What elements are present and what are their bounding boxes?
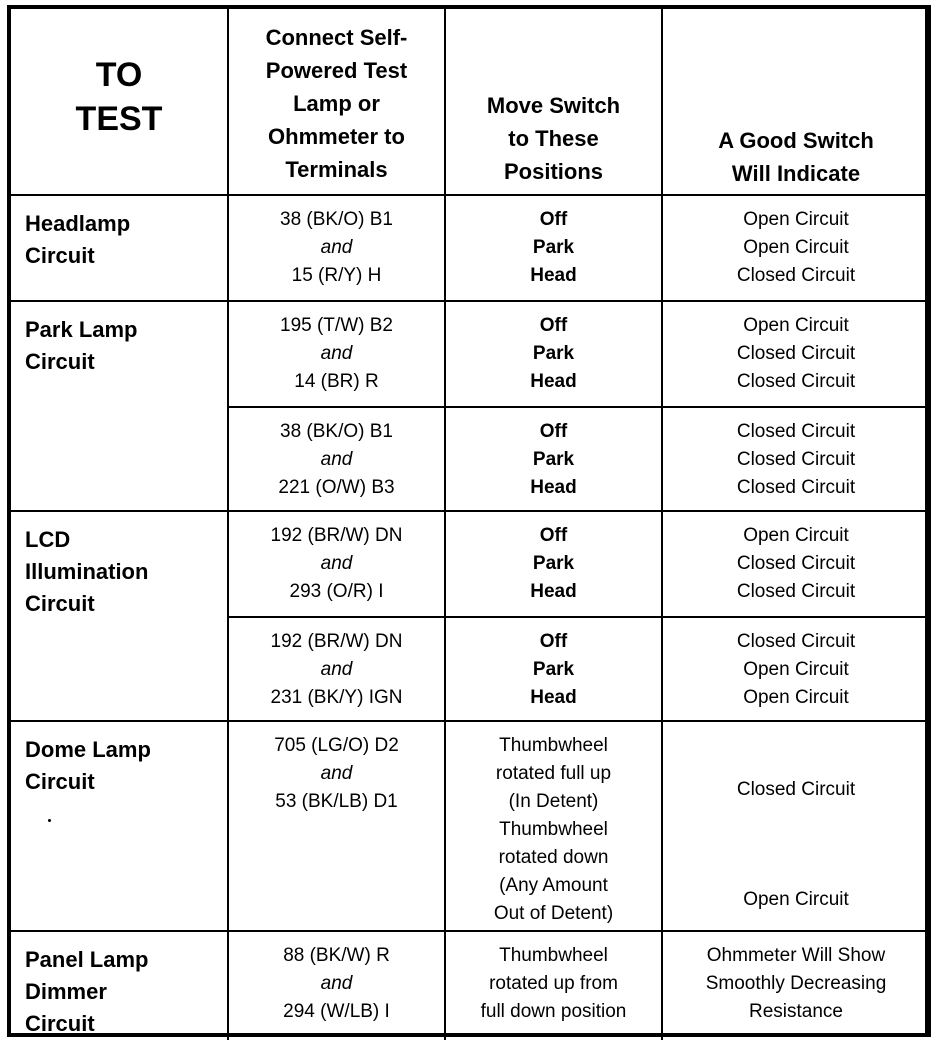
- and-text: and: [320, 973, 353, 994]
- terminal-text: 705 (LG/O) D2: [274, 735, 399, 756]
- results-cell: [662, 301, 929, 407]
- position-text: Off: [539, 525, 568, 546]
- and-text: and: [320, 553, 353, 574]
- terminals-cell: [228, 511, 445, 617]
- position-text: Thumbwheel: [499, 735, 608, 756]
- label-text: Circuit: [25, 769, 95, 794]
- position-text: Off: [539, 631, 568, 652]
- and-text: and: [320, 659, 353, 680]
- position-text: rotated full up: [495, 763, 612, 784]
- result-text: Open Circuit: [743, 659, 849, 680]
- and-text: and: [320, 763, 353, 784]
- position-text: Park: [532, 659, 575, 680]
- positions-cell: [445, 721, 662, 931]
- header-text: Will Indicate: [731, 161, 861, 186]
- header-text: Move Switch: [486, 93, 621, 118]
- positions-cell: [445, 511, 662, 617]
- position-text: Head: [530, 687, 577, 708]
- and-text: and: [320, 449, 353, 470]
- result-text: Open Circuit: [743, 315, 849, 336]
- label-text: Headlamp: [25, 211, 131, 236]
- header-row: [11, 9, 929, 195]
- result-text: Resistance: [749, 1001, 843, 1022]
- terminals-cell: [228, 931, 445, 1040]
- label-text: Panel Lamp: [25, 947, 149, 972]
- header-text: TO: [95, 55, 143, 94]
- terminal-text: 14 (BR) R: [294, 371, 379, 392]
- header-connect-terminals: [228, 9, 445, 195]
- terminal-text: 38 (BK/O) B1: [280, 421, 393, 442]
- terminal-text: 53 (BK/LB) D1: [275, 791, 398, 812]
- position-text: Park: [532, 237, 575, 258]
- row-label-dome-lamp: [11, 721, 228, 931]
- and-text: and: [320, 343, 353, 364]
- results-cell: [662, 931, 929, 1040]
- label-text: Dome Lamp: [25, 737, 151, 762]
- result-text: Closed Circuit: [736, 779, 856, 800]
- row-label-headlamp: [11, 195, 228, 301]
- result-text: Closed Circuit: [736, 553, 856, 574]
- result-text: Ohmmeter Will Show: [706, 945, 886, 966]
- position-text: Off: [539, 315, 568, 336]
- position-text: Head: [530, 265, 577, 286]
- terminal-text: 38 (BK/O) B1: [280, 209, 393, 230]
- switch-test-table-frame: [7, 5, 931, 1037]
- position-text: Off: [539, 209, 568, 230]
- results-cell: [662, 407, 929, 511]
- result-text: Smoothly Decreasing: [705, 973, 887, 994]
- stray-dot-mark: [48, 819, 51, 822]
- terminal-text: 192 (BR/W) DN: [270, 525, 403, 546]
- result-text: Closed Circuit: [736, 477, 856, 498]
- terminals-cell: [228, 407, 445, 511]
- terminal-text: 221 (O/W) B3: [278, 477, 395, 498]
- terminal-text: 15 (R/Y) H: [291, 265, 382, 286]
- label-text: Circuit: [25, 243, 95, 268]
- result-text: Closed Circuit: [736, 265, 856, 286]
- row-label-panel-lamp: [11, 931, 228, 1040]
- positions-cell: [445, 301, 662, 407]
- label-text: Circuit: [25, 591, 95, 616]
- results-cell: [662, 195, 929, 301]
- terminals-cell: [228, 721, 445, 931]
- header-text: Terminals: [285, 157, 388, 182]
- table-row-lcd-a: [11, 511, 929, 617]
- header-text: TEST: [75, 99, 163, 138]
- position-text: Out of Detent): [493, 903, 614, 924]
- result-text: Closed Circuit: [736, 449, 856, 470]
- terminals-cell: [228, 617, 445, 721]
- header-text: Lamp or: [293, 91, 380, 116]
- row-label-park-lamp: [11, 301, 228, 511]
- label-text: LCD: [25, 527, 71, 552]
- result-text: Open Circuit: [743, 209, 849, 230]
- table-row-headlamp: [11, 195, 929, 301]
- positions-cell: [445, 617, 662, 721]
- results-cell: [662, 617, 929, 721]
- position-text: Park: [532, 343, 575, 364]
- header-move-switch: [445, 9, 662, 195]
- result-text: Open Circuit: [743, 237, 849, 258]
- table-row-dome: [11, 721, 929, 931]
- and-text: and: [320, 237, 353, 258]
- result-text: Closed Circuit: [736, 421, 856, 442]
- label-text: Circuit: [25, 1011, 95, 1036]
- positions-cell: [445, 931, 662, 1040]
- switch-test-table: [11, 9, 929, 1040]
- position-text: (Any Amount: [499, 875, 608, 896]
- position-text: rotated down: [498, 847, 609, 868]
- position-text: Park: [532, 553, 575, 574]
- terminal-text: 231 (BK/Y) IGN: [270, 687, 403, 708]
- result-text: Open Circuit: [743, 525, 849, 546]
- positions-cell: [445, 407, 662, 511]
- header-text: Connect Self-: [265, 25, 408, 50]
- row-label-lcd: [11, 511, 228, 721]
- header-text: Positions: [503, 159, 603, 184]
- position-text: Thumbwheel: [499, 819, 608, 840]
- position-text: Head: [530, 477, 577, 498]
- position-text: rotated up from: [489, 973, 618, 994]
- terminal-text: 88 (BK/W) R: [283, 945, 390, 966]
- results-cell: [662, 721, 929, 931]
- terminal-text: 294 (W/LB) I: [283, 1001, 390, 1022]
- position-text: Park: [532, 449, 575, 470]
- label-text: Dimmer: [25, 979, 107, 1004]
- label-text: Park Lamp: [25, 317, 138, 342]
- position-text: Head: [530, 581, 577, 602]
- result-text: Closed Circuit: [736, 371, 856, 392]
- terminal-text: 293 (O/R) I: [289, 581, 384, 602]
- result-text: Open Circuit: [743, 889, 849, 910]
- position-text: Head: [530, 371, 577, 392]
- positions-cell: [445, 195, 662, 301]
- header-text: A Good Switch: [718, 128, 874, 153]
- results-cell: [662, 511, 929, 617]
- position-text: (In Detent): [508, 791, 599, 812]
- terminal-text: 192 (BR/W) DN: [270, 631, 403, 652]
- label-text: Illumination: [25, 559, 149, 584]
- result-text: Open Circuit: [743, 687, 849, 708]
- position-text: Thumbwheel: [499, 945, 608, 966]
- terminal-text: 195 (T/W) B2: [280, 315, 393, 336]
- table-row-panel: [11, 931, 929, 1040]
- result-text: Closed Circuit: [736, 631, 856, 652]
- header-text: to These: [508, 126, 599, 151]
- result-text: Closed Circuit: [736, 343, 856, 364]
- result-text: Closed Circuit: [736, 581, 856, 602]
- position-text: Off: [539, 421, 568, 442]
- header-to-test: [11, 9, 228, 195]
- header-text: Powered Test: [265, 58, 408, 83]
- terminals-cell: [228, 301, 445, 407]
- terminals-cell: [228, 195, 445, 301]
- table-row-park-a: [11, 301, 929, 407]
- label-text: Circuit: [25, 349, 95, 374]
- header-text: Ohmmeter to: [268, 124, 405, 149]
- header-good-switch: [662, 9, 929, 195]
- position-text: full down position: [480, 1001, 627, 1022]
